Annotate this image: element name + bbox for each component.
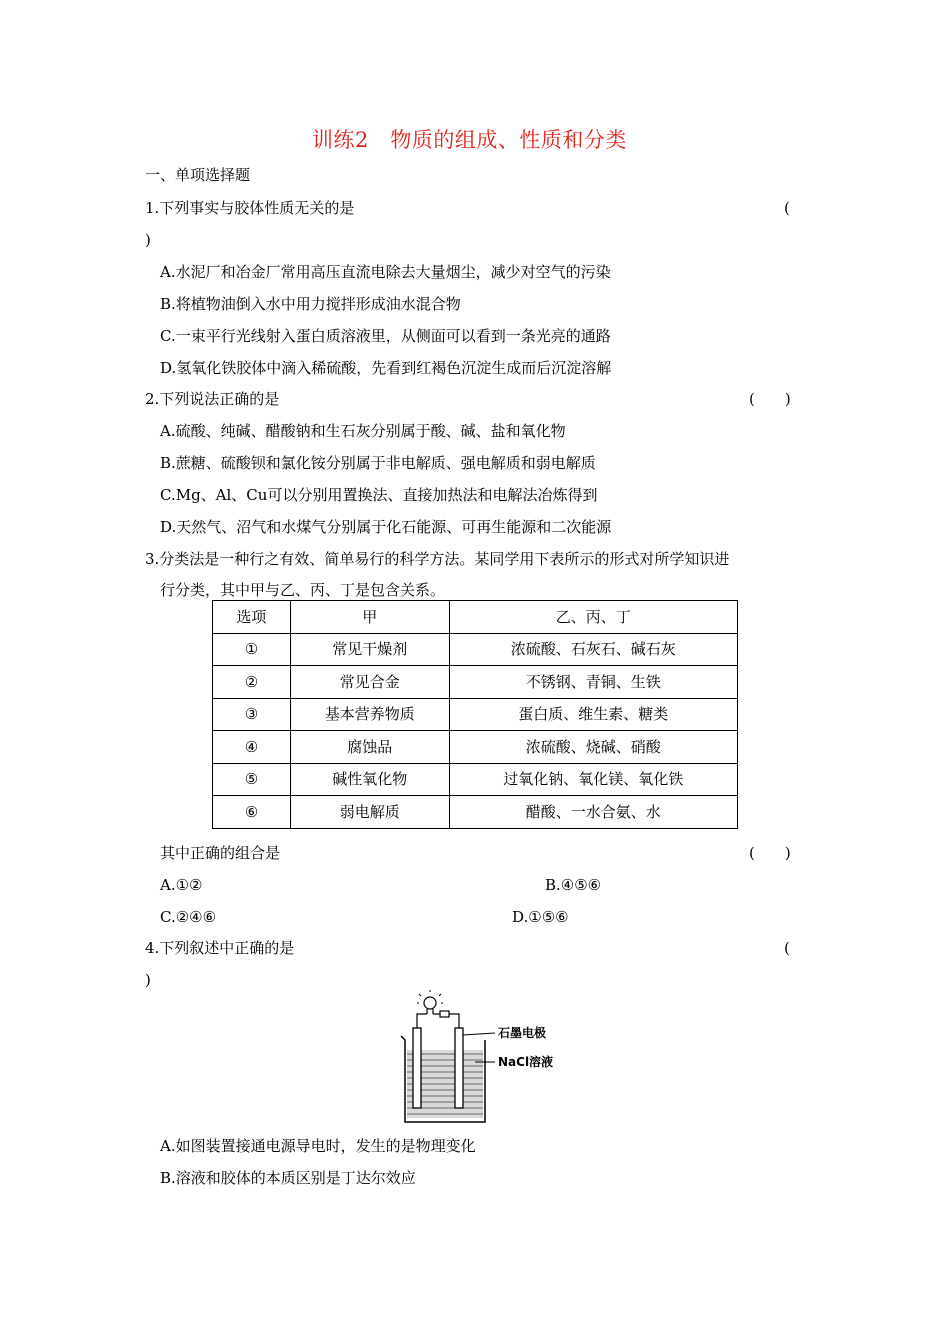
q3-option-b: B.④⑤⑥ [545, 876, 602, 894]
table-cell: 常见干燥剂 [290, 633, 449, 666]
table-row [213, 731, 738, 764]
table-row [213, 633, 738, 666]
table-cell: 不锈钢、青铜、生铁 [449, 666, 737, 699]
table-cell: 浓硫酸、石灰石、碱石灰 [449, 633, 737, 666]
table-row [213, 666, 738, 699]
q4-answer-paren-open: ( [784, 939, 790, 957]
q3-option-d: D.①⑤⑥ [512, 908, 569, 926]
electrode-leader-line [463, 1033, 495, 1035]
q4-stem: 4.下列叙述中正确的是 [145, 939, 295, 957]
table-cell: ① [213, 633, 291, 666]
q1-option-c: C.一束平行光线射入蛋白质溶液里，从侧面可以看到一条光亮的通路 [160, 327, 611, 345]
q2-stem: 2.下列说法正确的是 [145, 390, 280, 408]
q4-option-b: B.溶液和胶体的本质区别是丁达尔效应 [160, 1169, 416, 1187]
q1-answer-paren-open: ( [784, 199, 790, 217]
section-heading: 一、单项选择题 [145, 166, 251, 184]
q2-option-b: B.蔗糖、硫酸钡和氯化铵分别属于非电解质、强电解质和弱电解质 [160, 454, 596, 472]
table-row [213, 763, 738, 796]
q2-option-a: A.硫酸、纯碱、醋酸钠和生石灰分别属于酸、碱、盐和氧化物 [160, 422, 566, 440]
q4-option-a: A.如图装置接通电源导电时，发生的是物理变化 [160, 1137, 476, 1155]
table-header-cell: 选项 [213, 601, 291, 634]
electrolysis-apparatus-figure [395, 990, 565, 1130]
table-cell: ② [213, 666, 291, 699]
table-header-cell: 甲 [290, 601, 449, 634]
table-cell: 弱电解质 [290, 796, 449, 829]
table-row [213, 796, 738, 829]
graphite-electrode-right [455, 1028, 463, 1108]
table-cell: 蛋白质、维生素、糖类 [449, 698, 737, 731]
table-cell: 醋酸、一水合氨、水 [449, 796, 737, 829]
resistor-icon [440, 1011, 449, 1017]
circuit-wires [417, 1011, 459, 1028]
graphite-electrode-left [413, 1028, 421, 1108]
q3-stem-line1: 3.分类法是一种行之有效、简单易行的科学方法。某同学用下表所示的形式对所学知识进 [145, 550, 730, 568]
table-cell: 基本营养物质 [290, 698, 449, 731]
table-cell: ④ [213, 731, 291, 764]
page-title: 训练2 物质的组成、性质和分类 [312, 128, 627, 152]
q2-answer-paren: ( ) [749, 390, 791, 408]
q3-stem-line2: 行分类，其中甲与乙、丙、丁是包含关系。 [160, 581, 446, 599]
solution-label: NaCl溶液 [498, 1055, 554, 1069]
table-cell: ③ [213, 698, 291, 731]
q3-option-c: C.②④⑥ [160, 908, 217, 926]
q1-option-d: D.氢氧化铁胶体中滴入稀硫酸，先看到红褐色沉淀生成而后沉淀溶解 [160, 359, 612, 377]
table-cell: 常见合金 [290, 666, 449, 699]
electrode-label: 石墨电极 [498, 1026, 547, 1040]
q1-answer-paren-close: ) [145, 231, 151, 249]
light-bulb-icon [417, 990, 443, 1014]
q2-option-c: C.Mg、Al、Cu可以分别用置换法、直接加热法和电解法冶炼得到 [160, 486, 598, 504]
table-cell: 浓硫酸、烧碱、硝酸 [449, 731, 737, 764]
q3-answer-paren: ( ) [749, 844, 791, 862]
table-cell: ⑥ [213, 796, 291, 829]
classification-table [212, 600, 738, 829]
q3-option-a: A.①② [160, 876, 203, 894]
q1-option-b: B.将植物油倒入水中用力搅拌形成油水混合物 [160, 295, 461, 313]
q3-followup: 其中正确的组合是 [160, 844, 281, 862]
table-cell: ⑤ [213, 763, 291, 796]
table-row [213, 698, 738, 731]
table-cell: 腐蚀品 [290, 731, 449, 764]
q1-stem: 1.下列事实与胶体性质无关的是 [145, 199, 355, 217]
q2-option-d: D.天然气、沼气和水煤气分别属于化石能源、可再生能源和二次能源 [160, 518, 612, 536]
table-cell: 过氧化钠、氧化镁、氧化铁 [449, 763, 737, 796]
table-header-cell: 乙、丙、丁 [449, 601, 737, 634]
q4-answer-paren-close: ) [145, 971, 151, 989]
table-header-row [213, 601, 738, 634]
q1-option-a: A.水泥厂和冶金厂常用高压直流电除去大量烟尘，减少对空气的污染 [160, 263, 611, 281]
table-cell: 碱性氧化物 [290, 763, 449, 796]
